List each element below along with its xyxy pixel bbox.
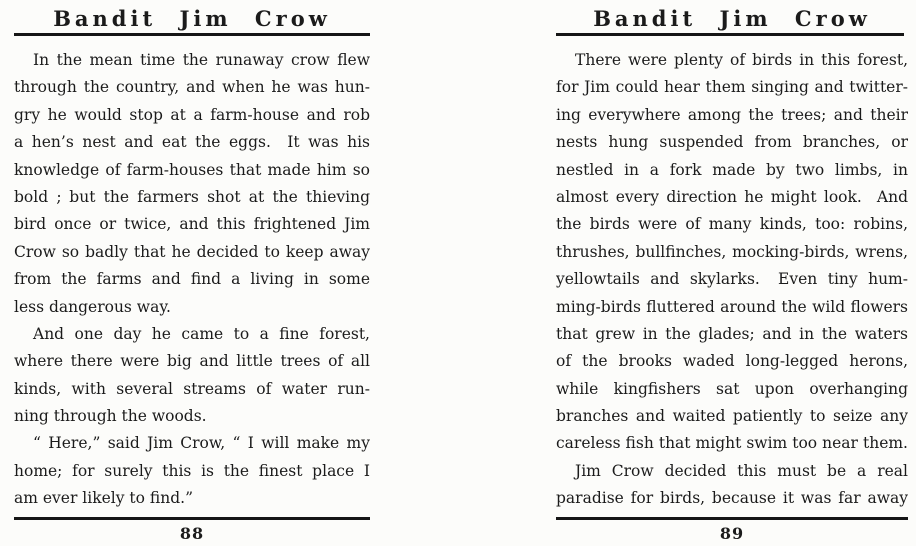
text-line: through the country, and when he was hun- — [14, 78, 370, 97]
text-line: ing everywhere among the trees; and their — [556, 105, 908, 124]
text-line: bird once or twice, and this frightened Jim — [14, 215, 370, 234]
footer-rule — [556, 517, 908, 520]
text-line: the birds were of many kinds, too: robins, — [556, 215, 908, 234]
text-line: branches and waited patiently to seize any — [556, 407, 908, 426]
title-rule — [14, 33, 370, 36]
page-footer — [556, 517, 908, 543]
text-line: careless fish that might swim too near them. — [556, 434, 908, 453]
text-line: gry he would stop at a farm-house and rob — [14, 105, 370, 124]
text-line: thrushes, bullfinches, mocking-birds, wrens, — [556, 242, 908, 261]
text-line: knowledge of farm-houses that made him so — [14, 160, 370, 179]
text-line: nestled in a fork made by two limbs, in — [556, 160, 908, 179]
text-line: less dangerous way. — [14, 297, 171, 316]
footer-rule — [14, 517, 370, 520]
text-line: Crow so badly that he decided to keep away — [14, 242, 370, 261]
title-rule — [556, 33, 904, 36]
page-left — [14, 0, 370, 546]
text-line: where there were big and little trees of all — [14, 352, 370, 371]
text-line: yellowtails and skylarks. Even tiny hum- — [556, 270, 908, 289]
text-line: a hen’s nest and eat the eggs. It was his — [14, 133, 370, 152]
text-line: There were plenty of birds in this forest, — [575, 51, 908, 69]
text-line: Jim Crow decided this must be a real — [575, 461, 908, 480]
page-title: Bandit Jim Crow — [593, 6, 871, 31]
text-line: that grew in the glades; and in the waters — [556, 324, 908, 343]
text-line: “ Here,” said Jim Crow, “ I will make my — [33, 434, 370, 453]
page-right — [556, 0, 908, 546]
text-line: paradise for birds, because it was far away — [556, 489, 908, 508]
text-line: bold ; but the farmers shot at the thieving — [14, 187, 370, 206]
text-line: nests hung suspended from branches, or — [556, 133, 908, 152]
text-line: while kingfishers sat upon overhanging — [556, 379, 908, 398]
page-title: Bandit Jim Crow — [53, 6, 331, 31]
text-line: from the farms and find a living in some — [14, 270, 370, 289]
page-footer — [14, 517, 370, 543]
page-number: 88 — [179, 523, 205, 543]
text-line: In the mean time the runaway crow flew — [33, 51, 370, 69]
text-line: And one day he came to a fine forest, — [33, 324, 370, 343]
text-line: ming-birds fluttered around the wild flowers — [556, 297, 908, 316]
text-line: am ever likely to find.” — [14, 489, 194, 508]
text-line: ning through the woods. — [14, 407, 207, 426]
text-line: for Jim could hear them singing and twitter- — [556, 78, 908, 97]
page-number: 89 — [719, 523, 745, 543]
text-line: kinds, with several streams of water run- — [14, 379, 370, 398]
body-text — [556, 47, 908, 513]
text-line: of the brooks waded long-legged herons, — [556, 352, 908, 371]
body-text — [14, 47, 370, 513]
text-line: almost every direction he might look. And — [556, 187, 908, 206]
text-line: home; for surely this is the finest place I — [14, 461, 370, 480]
